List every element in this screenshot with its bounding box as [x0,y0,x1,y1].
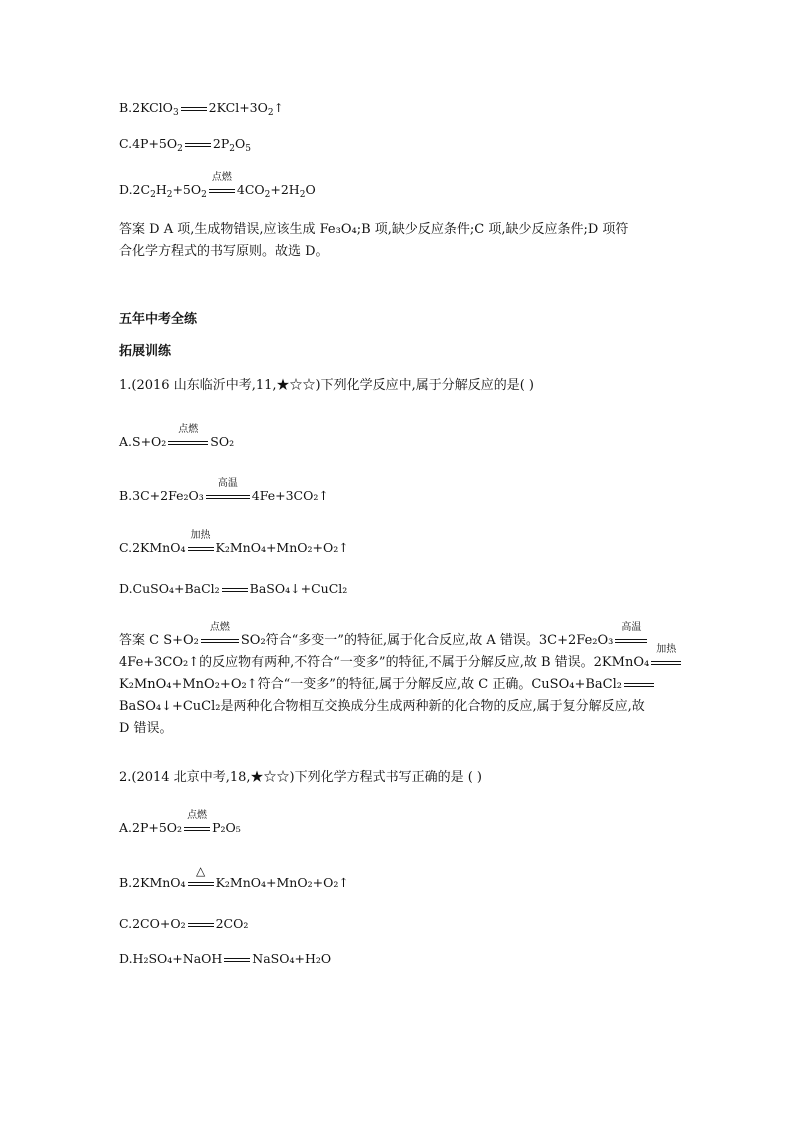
q2-option-b: B.2KMnO₄ △ K₂MnO₄+MnO₂+O₂↑ [119,863,349,890]
equation-lhs: B.2KClO [119,100,173,115]
option-d-equation: $D.2C_2H_2+5O_2$ 点燃 $4CO_2+2H_2O$ [119,171,316,200]
equals-sign: △ [188,880,214,888]
equation-rhs: 2KCl+3O [208,100,268,115]
equals-sign [181,105,207,113]
equals-sign: 高温 [206,493,250,501]
equals-sign [224,956,250,964]
answer-paragraph: 答案 D A 项,生成物错误,应该生成 Fe₃O₄;B 项,缺少反应条件;C 项,缺少反应条件;D 项符 合化学方程式的书写原则。故选 D。 [119,222,629,259]
q1-option-d: D.CuSO₄+BaCl₂ BaSO₄↓+CuCl₂ [119,581,348,596]
q2-option-d: D.H₂SO₄+NaOH NaSO₄+H₂O [119,951,332,966]
q1-answer: 答案 C S+O₂ 点燃 SO₂符合“多变一”的特征,属于化合反应,故 A 错误。3C+2Fe₂O₃ 高温 4Fe+3CO₂↑的反应物有两种,不符合“一变多”的特征,不属于分解反应,故 B 错误。2KMnO₄ 加热 K₂MnO₄+MnO₂+O₂↑符合“一变多”的特征,属于分解反应,故 C 正确。CuSO₄+BaCl₂ BaSO₄↓+CuCl₂是两种化合物相互交换成分生成两种新的化合物的反应,属于复分解反应,故 D 错误。 [119,630,719,740]
section-subtitle: 拓展训练 [119,344,172,359]
section-title: 五年中考全练 [119,312,198,327]
q2-option-a: A.2P+5O₂ 点燃 P₂O₅ [119,809,241,835]
equals-sign: 点燃 [168,439,208,447]
q1-option-a: A.S+O₂ 点燃 SO₂ [119,423,235,449]
q1-option-c: C.2KMnO₄ 加热 K₂MnO₄+MnO₂+O₂↑ [119,529,349,555]
equals-sign [222,586,248,594]
q2-option-c: C.2CO+O₂ 2CO₂ [119,916,249,931]
question-1-stem: 1.(2016 山东临沂中考,11,★☆☆)下列化学反应中,属于分解反应的是( ) [119,378,534,393]
equals-sign [209,171,235,195]
reaction-condition: 点燃 [211,171,232,183]
equation-lhs: C.4P+5O [119,136,178,151]
q1-option-b: B.3C+2Fe₂O₃ 高温 4Fe+3CO₂↑ [119,477,329,503]
equals-sign: 加热 [188,545,214,553]
equals-sign: 点燃 [184,825,210,833]
equals-sign [188,921,214,929]
option-c-equation: $C.4P+5O_2$ $2P_2O_5$ [119,136,251,154]
option-b-equation: B.2KClO$_3$ $2KCl+3O_2↑$ [119,100,284,118]
question-2-stem: 2.(2014 北京中考,18,★☆☆)下列化学方程式书写正确的是 ( ) [119,770,482,785]
equals-sign [185,141,211,149]
equation-rhs: 2P [212,136,230,151]
